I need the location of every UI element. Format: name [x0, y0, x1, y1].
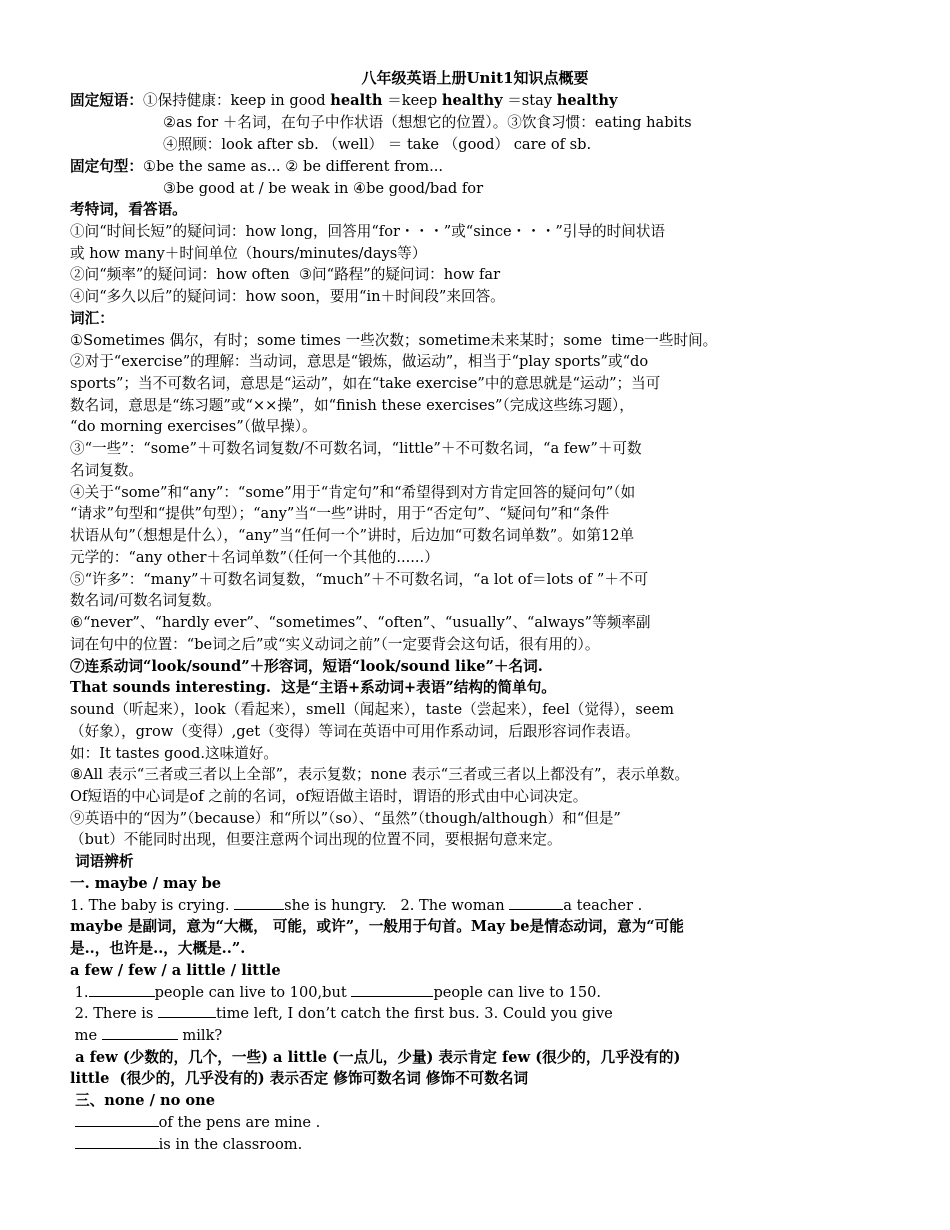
text: me	[70, 1027, 102, 1044]
page-title: 八年级英语上册Unit1知识点概要	[361, 69, 589, 87]
fixed-phrases-label: 固定短语：	[70, 92, 143, 109]
fixed-sentences-label: 固定句型：	[70, 158, 143, 175]
text: ①保持健康：keep in good	[142, 92, 331, 109]
section-title: 一. maybe / may be	[70, 875, 222, 892]
exercise-line	[70, 1025, 222, 1046]
explanation-line: a few (少数的，几个，一些) a little (一点儿，少量) 表示肯定 few (很少的，几乎没有的)	[70, 1049, 681, 1066]
exercise-line	[70, 1112, 320, 1133]
question-words-heading: 考特词，看答语。	[70, 201, 187, 218]
text: milk?	[177, 1027, 223, 1044]
vocab-line: sound（听起来），look（看起来），smell（闻起来），taste（尝起来），feel（觉得），seem	[70, 701, 675, 718]
exercise-line	[70, 1003, 613, 1024]
vocab-line: 状语从句”（想想是什么），“any”当“任何一个”讲时，后边加“可数名词单数”。如第12单	[70, 527, 635, 544]
vocab-line: 元学的：“any other＋名词单数”（任何一个其他的......）	[70, 549, 439, 566]
question-words-line-3: ②问“频率”的疑问词：how often ③问“路程”的疑问词：how far	[70, 266, 501, 283]
text: ①be the same as... ② be different from...	[142, 158, 444, 175]
fixed-phrases-line-1	[70, 90, 617, 111]
text: people can live to 150.	[433, 984, 602, 1001]
question-words-line-2: 或 how many＋时间单位（hours/minutes/days等）	[70, 245, 427, 262]
answer-blank[interactable]	[75, 1134, 159, 1149]
vocab-line: ③“一些”：“some”＋可数名词复数/不可数名词，“little”＋不可数名词，“a few”＋可数	[70, 440, 642, 457]
answer-blank[interactable]	[158, 1003, 216, 1018]
text: of the pens are mine .	[158, 1114, 321, 1131]
fixed-sentences-line-1	[70, 156, 443, 177]
vocab-line: ⑤“许多”：“many”＋可数名词复数，“much”＋不可数名词，“a lot of＝lots of ”＋不可	[70, 571, 649, 588]
section-title: a few / few / a little / little	[70, 962, 281, 979]
answer-blank[interactable]	[234, 895, 284, 910]
vocab-line: 数名词，意思是“练习题”或“××操”，如“finish these exercises”（完成这些练习题），	[70, 397, 634, 414]
vocab-line: ⑧All 表示“三者或三者以上全部”，表示复数；none 表示“三者或三者以上都没有”，表示单数。	[70, 766, 690, 783]
text: 1.	[70, 984, 89, 1001]
vocab-line: 数名词/可数名词复数。	[70, 592, 221, 609]
answer-blank[interactable]	[351, 982, 433, 997]
distinguish-heading: 词语辨析	[70, 853, 134, 870]
vocab-line: （好象），grow（变得）,get（变得）等词在英语中可用作系动词，后跟形容词作表语。	[70, 723, 640, 740]
fixed-phrases-line-2: ②as for ＋名词，在句子中作状语（想想它的位置）。③饮食习惯：eating habits	[163, 114, 692, 131]
text: 1. The baby is crying.	[70, 897, 235, 914]
text: a teacher .	[563, 897, 643, 914]
text: healthy	[441, 92, 503, 109]
question-words-line-1: ①问“时间长短”的疑问词：how long，回答用“for・・・”或“since・・・”引导的时间状语	[70, 223, 666, 240]
answer-blank[interactable]	[102, 1025, 178, 1040]
vocab-line: 词在句中的位置：“be词之后”或“实义动词之前”（一定要背会这句话，很有用的）。	[70, 636, 600, 653]
explanation-line: little (很少的，几乎没有的) 表示否定 修饰可数名词 修饰不可数名词	[70, 1070, 529, 1087]
fixed-sentences-line-2: ③be good at / be weak in ④be good/bad for	[163, 180, 484, 197]
vocab-line: ②对于“exercise”的理解：当动词，意思是“锻炼，做运动”，相当于“play sports”或“do	[70, 353, 649, 370]
explanation-line: 是..，也许是..，大概是..”.	[70, 940, 246, 957]
text: 2. There is	[70, 1005, 159, 1022]
text: ＝keep	[382, 92, 442, 109]
text: is in the classroom.	[158, 1136, 303, 1153]
answer-blank[interactable]	[75, 1112, 159, 1127]
vocab-line: 名词复数。	[70, 462, 143, 479]
explanation-line: maybe 是副词，意为“大概， 可能，或许”，一般用于句首。May be是情态动词，意为“可能	[70, 918, 684, 935]
exercise-line	[70, 895, 642, 916]
vocab-line: ①Sometimes 偶尔，有时；some times 一些次数；sometime未来某时；some time一些时间。	[70, 332, 718, 349]
vocab-line: “do morning exercises”（做早操）。	[70, 418, 317, 435]
text: time left, I don’t catch the first bus. 3. Could you give	[216, 1005, 613, 1022]
answer-blank[interactable]	[89, 982, 155, 997]
text: healthy	[556, 92, 618, 109]
vocab-line: sports”；当不可数名词，意思是“运动”，如在“take exercise”中的意思就是“运动”；当可	[70, 375, 661, 392]
vocab-line: ⑥“never”、“hardly ever”、“sometimes”、“often”、“usually”、“always”等频率副	[70, 614, 651, 631]
section-title: 三、none / no one	[70, 1092, 216, 1109]
text: health	[330, 92, 383, 109]
vocab-line-bold: That sounds interesting. 这是“主语+系动词+表语”结构的简单句。	[70, 679, 556, 696]
exercise-line	[70, 1134, 302, 1155]
vocab-line: ④关于“some”和“any”：“some”用于“肯定句”和“希望得到对方肯定回答的疑问句”（如	[70, 484, 636, 501]
text: ＝stay	[502, 92, 557, 109]
question-words-line-4: ④问“多久以后”的疑问词：how soon，要用“in＋时间段”来回答。	[70, 288, 505, 305]
vocab-line: “请求”句型和“提供”句型）；“any”当“一些”讲时，用于“否定句”、“疑问句”和“条件	[70, 505, 610, 522]
fixed-phrases-line-3: ④照顾：look after sb. （well） ＝ take （good） care of sb.	[163, 136, 592, 153]
vocab-line: （but）不能同时出现，但要注意两个词出现的位置不同，要根据句意来定。	[70, 831, 562, 848]
vocab-line: 如：It tastes good.这味道好。	[70, 745, 279, 762]
vocab-line: Of短语的中心词是of 之前的名词，of短语做主语时，谓语的形式由中心词决定。	[70, 788, 588, 805]
vocab-line-bold: ⑦连系动词“look/sound”＋形容词，短语“look/sound like”＋名词.	[70, 658, 543, 675]
vocab-heading: 词汇：	[70, 310, 114, 327]
text: she is hungry. 2. The woman	[284, 897, 510, 914]
vocab-line: ⑨英语中的“因为”（because）和“所以”（so）、“虽然”（though/although）和“但是”	[70, 810, 621, 827]
answer-blank[interactable]	[509, 895, 563, 910]
exercise-line	[70, 982, 601, 1003]
text: people can live to 100,but	[154, 984, 352, 1001]
